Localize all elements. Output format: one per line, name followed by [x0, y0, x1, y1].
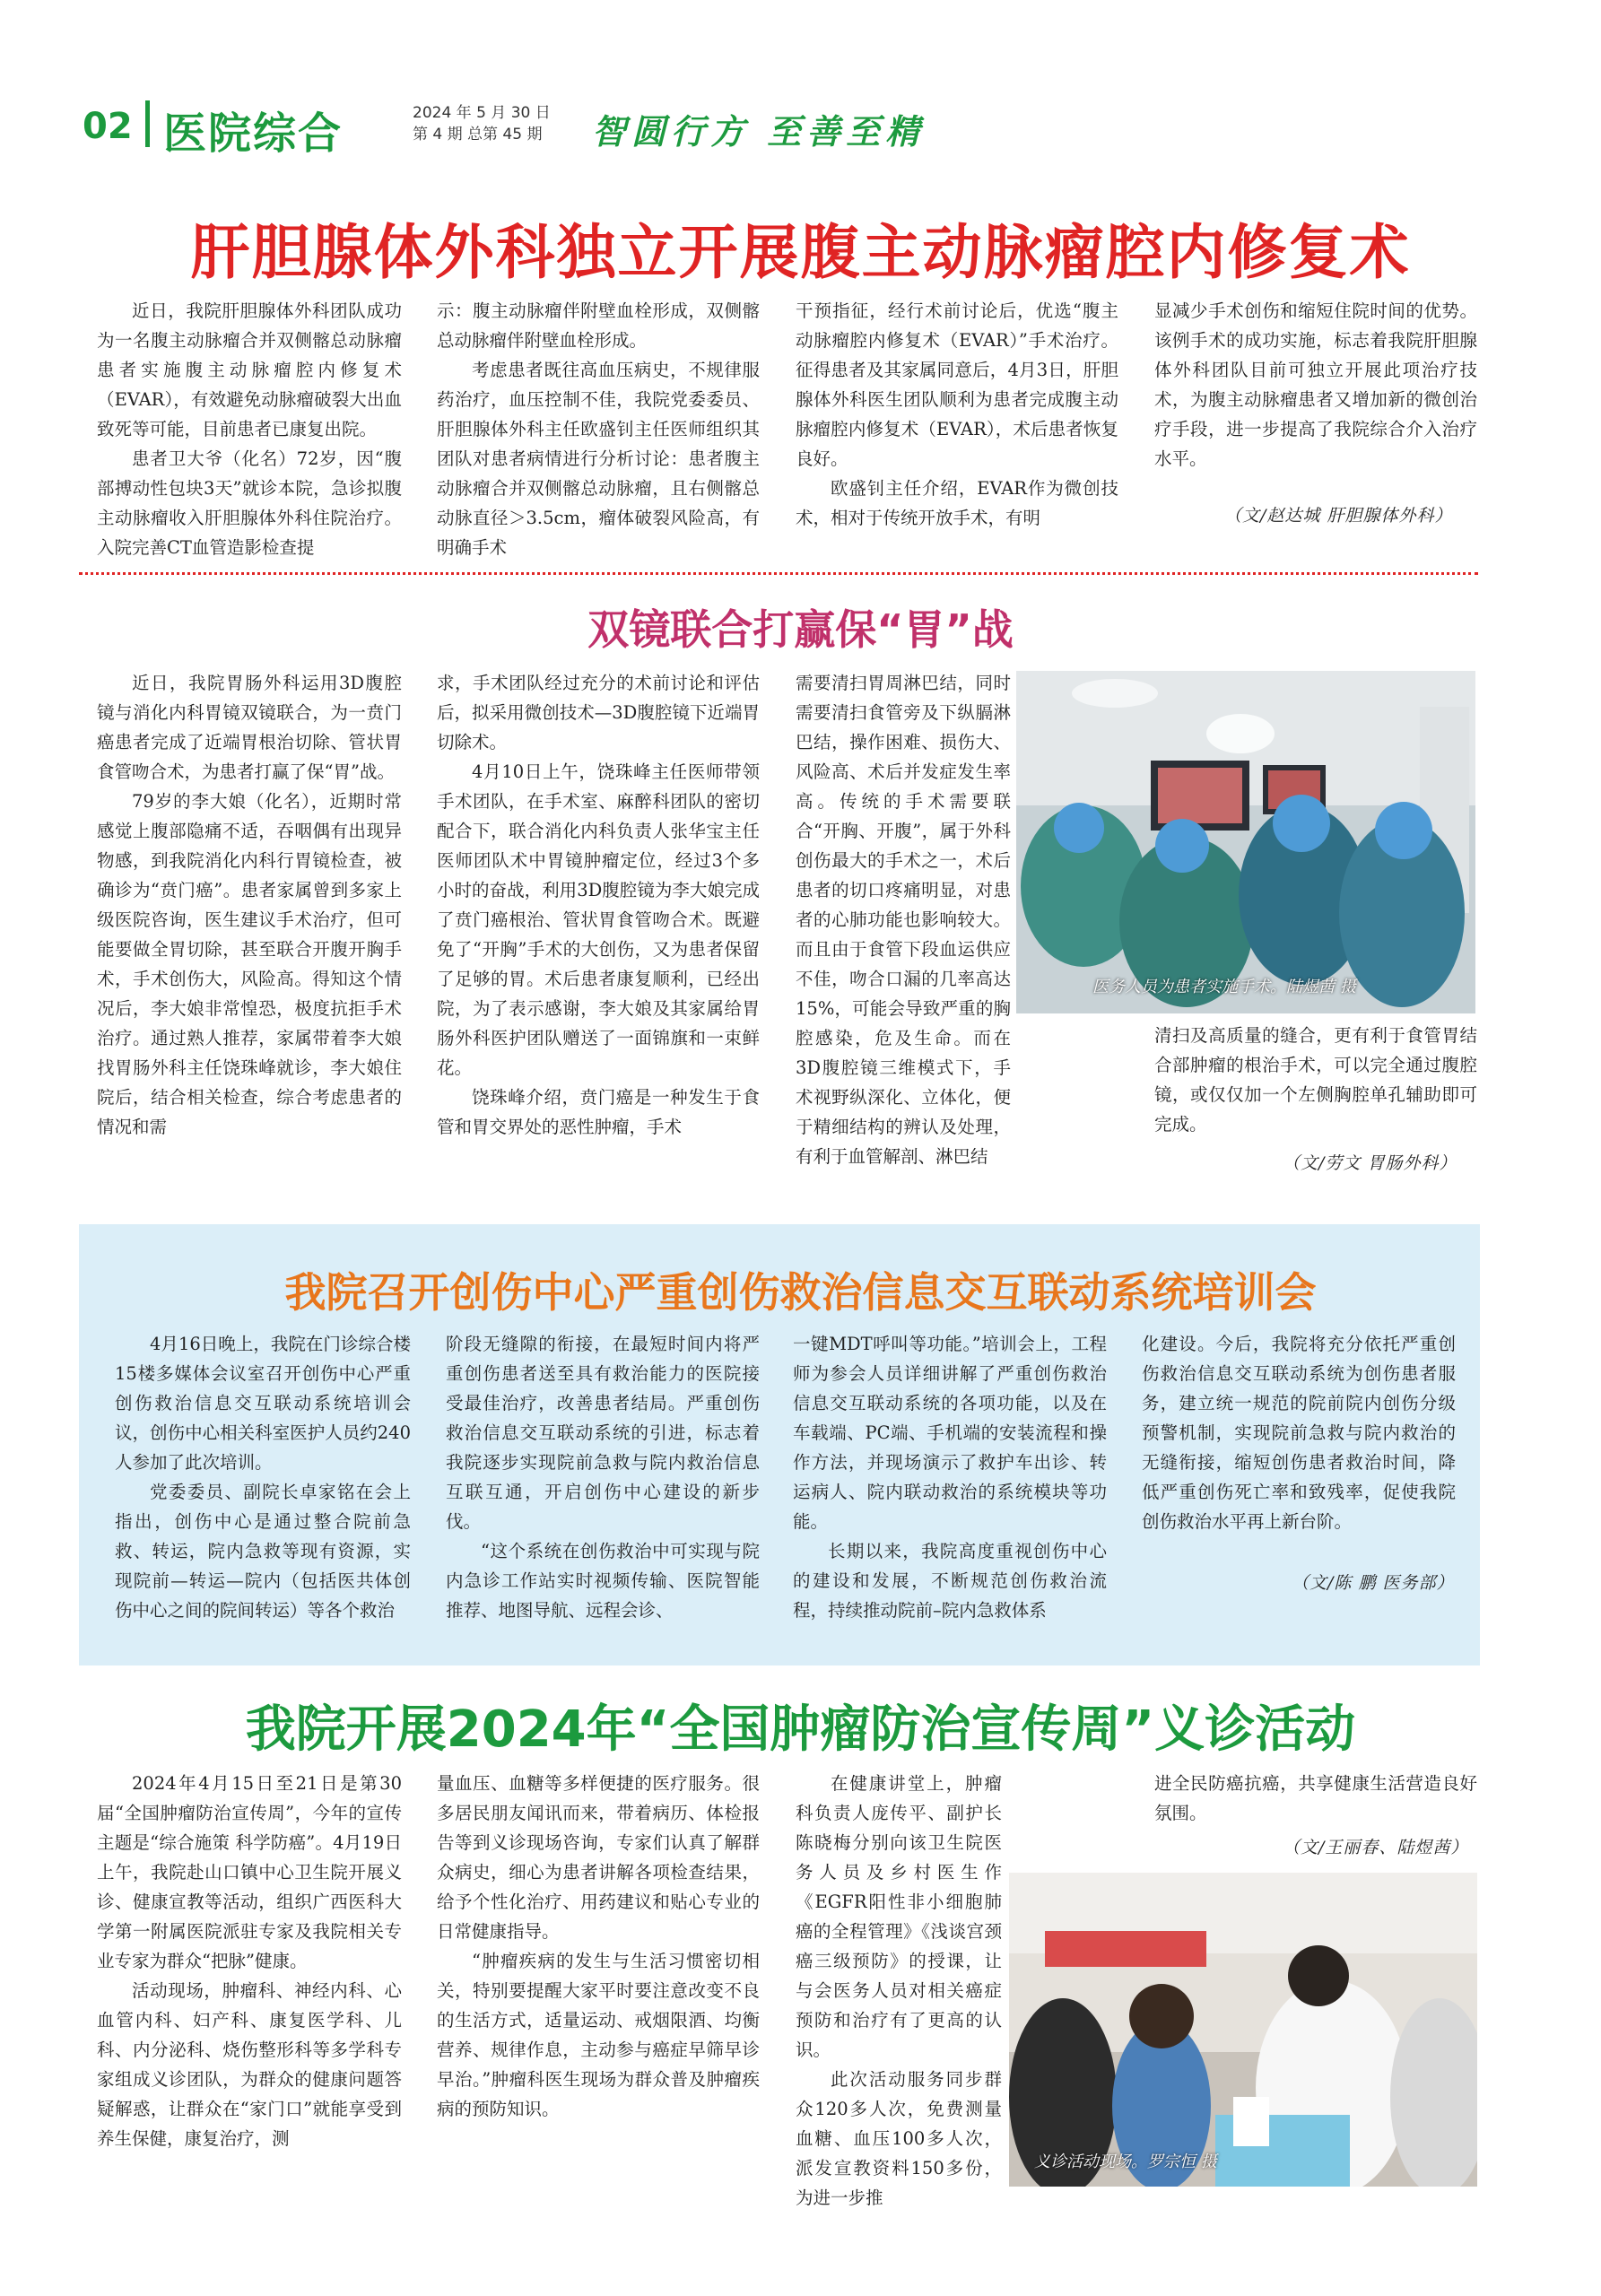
article4-col4 [1154, 1769, 1477, 1828]
article1-headline: 肝胆腺体外科独立开展腹主动脉瘤腔内修复术 [190, 218, 1411, 287]
paragraph: 4月10日上午，饶珠峰主任医师带领手术团队，在手术室、麻醉科团队的密切配合下，联合消化内科负责人张华宝主任医师团队术中胃镜肿瘤定位，经过3个多小时的奋战，利用3D腹腔镜为李大娘完成了贲门癌根治、管状胃食管吻合术。既避免了“开胸”手术的大创伤，又为患者保留了足够的胃。术后患者康复顺利，已经出院，为了表示感谢，李大娘及其家属给胃肠外科医护团队赠送了一面锦旗和一束鲜花。 [437, 761, 760, 1078]
article1-col3 [796, 296, 1118, 533]
clinic-photo [1009, 1873, 1477, 2187]
article3-byline: （文/陈 鹏 医务部） [1292, 1573, 1455, 1593]
clinic-photo-caption: 义诊活动现场。罗宗恒 摄 [1034, 2152, 1217, 2171]
paragraph: 显减少手术创伤和缩短住院时间的优势。该例手术的成功实施，标志着我院肝胆腺体外科团队目前可独立开展此项治疗技术，为腹主动脉瘤患者又增加新的微创治疗手段，进一步提高了我院综合介入治疗水平。 [1154, 300, 1477, 469]
paragraph: 2024年4月15日至21日是第30届“全国肿瘤防治宣传周”，今年的宣传主题是“综合施策 科学防癌”。4月19日上午，我院赴山口镇中心卫生院开展义诊、健康宣教等活动，组织广西医科大学第一附属医院派驻专家及我院相关专业专家为群众“把脉”健康。 [97, 1773, 402, 1971]
article3-col2 [446, 1329, 760, 1625]
paragraph: 患者卫大爷（化名）72岁，因“腹部搏动性包块3天”就诊本院，急诊拟腹主动脉瘤收入肝胆腺体外科住院治疗。入院完善CT血管造影检查提 [97, 448, 402, 558]
paragraph: 干预指征，经行术前讨论后，优选“腹主动脉瘤腔内修复术（EVAR）”手术治疗。征得患者及其家属同意后，4月3日，肝胆腺体外科医生团队顺利为患者完成腹主动脉瘤腔内修复术（EVAR），术后患者恢复良好。 [796, 300, 1118, 469]
hospital-motto: 智圆行方 至善至精 [592, 111, 926, 152]
paragraph: 长期以来，我院高度重视创伤中心的建设和发展，不断规范创伤救治流程，持续推动院前–院内急救体系 [793, 1541, 1107, 1621]
paragraph: 此次活动服务同步群众120多人次，免费测量血糖、血压100多人次，派发宣教资料150多份，为进一步推 [796, 2069, 1002, 2208]
section-title: 医院综合 [163, 109, 344, 159]
paragraph: 近日，我院胃肠外科运用3D腹腔镜与消化内科胃镜双镜联合，为一贲门癌患者完成了近端胃根治切除、管状胃食管吻合术，为患者打赢了保“胃”战。 [97, 673, 402, 782]
article2-byline: （文/劳文 胃肠外科） [1283, 1153, 1457, 1173]
surgery-photo-image [1016, 671, 1475, 1013]
article1-col4 [1154, 296, 1477, 474]
paragraph: 在健康讲堂上，肿瘤科负责人庞传平、副护长陈晓梅分别向该卫生院医务人员及乡村医生作《EGFR阳性非小细胞肺癌的全程管理》《浅谈宫颈癌三级预防》的授课，让与会医务人员对相关癌症预防和治疗有了更高的认识。 [796, 1773, 1002, 2060]
article2-col4 [1154, 1021, 1477, 1139]
article3-col4 [1142, 1329, 1456, 1536]
paragraph: 欧盛钊主任介绍，EVAR作为微创技术，相对于传统开放手术，有明 [796, 478, 1118, 528]
section-divider [79, 572, 1478, 575]
article4-byline: （文/王丽春、陆煜茜） [1283, 1838, 1469, 1857]
article2-headline: 双镜联合打赢保“胃”战 [587, 605, 1014, 654]
article2-col3 [796, 668, 1011, 1171]
paragraph: 4月16日晚上，我院在门诊综合楼15楼多媒体会议室召开创伤中心严重创伤救治信息交互联动系统培训会议，创伤中心相关科室医护人员约240人参加了此次培训。 [115, 1334, 411, 1473]
clinic-photo-image [1009, 1873, 1477, 2187]
paragraph: “肿瘤疾病的发生与生活习惯密切相关，特别要提醒大家平时要注意改变不良的生活方式，适量运动、戒烟限酒、均衡营养、规律作息，主动参与癌症早筛早诊早治。”肿瘤科医生现场为群众普及肿瘤疾病的预防知识。 [437, 1951, 760, 2119]
issue-number: 第 4 期 总第 45 期 [413, 126, 543, 144]
paragraph: 化建设。今后，我院将充分依托严重创伤救治信息交互联动系统为创伤患者服务，建立统一规范的院前院内创伤分级预警机制，实现院前急救与院内救治的无缝衔接，缩短创伤患者救治时间，降低严重创伤死亡率和致残率，促使我院创伤救治水平再上新台阶。 [1142, 1334, 1456, 1532]
surgery-photo [1016, 671, 1475, 1013]
paragraph: “这个系统在创伤救治中可实现与院内急诊工作站实时视频传输、医院智能推荐、地图导航、远程会诊、 [446, 1541, 760, 1621]
article1-col2 [437, 296, 760, 562]
article2-col2 [437, 668, 760, 1142]
article4-headline: 我院开展2024年“全国肿瘤防治宣传周”义诊活动 [245, 1700, 1356, 1759]
paragraph: 清扫及高质量的缝合，更有利于食管胃结合部肿瘤的根治手术，可以完全通过腹腔镜，或仅仅加一个左侧胸腔单孔辅助即可完成。 [1154, 1025, 1477, 1135]
article1-byline: （文/赵达城 肝胆腺体外科） [1224, 506, 1453, 526]
paragraph: 活动现场，肿瘤科、神经内科、心血管内科、妇产科、康复医学科、儿科、内分泌科、烧伤整形科等多学科专家组成义诊团队，为群众的健康问题答疑解惑，让群众在“家门口”就能享受到养生保健，康复治疗，测 [97, 1980, 402, 2149]
paragraph: 饶珠峰介绍，贲门癌是一种发生于食管和胃交界处的恶性肿瘤，手术 [437, 1087, 760, 1137]
page-number: 02 [83, 106, 133, 147]
paragraph: 进全民防癌抗癌，共享健康生活营造良好氛围。 [1154, 1773, 1477, 1823]
paragraph: 示：腹主动脉瘤伴附壁血栓形成，双侧髂总动脉瘤伴附壁血栓形成。 [437, 300, 760, 351]
paragraph: 党委委员、副院长卓家铭在会上指出，创伤中心是通过整合院前急救、转运，院内急救等现有资源，实现院前—转运—院内（包括医共体创伤中心之间的院间转运）等各个救治 [115, 1482, 411, 1621]
article2-col1 [97, 668, 402, 1142]
article3-col3 [793, 1329, 1107, 1625]
dateline [413, 102, 551, 145]
paragraph: 量血压、血糖等多样便捷的医疗服务。很多居民朋友闻讯而来，带着病历、体检报告等到义诊现场咨询，专家们认真了解群众病史，细心为患者讲解各项检查结果，给予个性化治疗、用药建议和贴心专业的日常健康指导。 [437, 1773, 760, 1942]
article3-col1 [115, 1329, 411, 1625]
paragraph: 79岁的李大娘（化名），近期时常感觉上腹部隐痛不适，吞咽偶有出现异物感，到我院消化内科行胃镜检查，被确诊为“贲门癌”。患者家属曾到多家上级医院咨询，医生建议手术治疗，但可能要做全胃切除，甚至联合开腹开胸手术，手术创伤大，风险高。得知这个情况后，李大娘非常惶恐，极度抗拒手术治疗。通过熟人推荐，家属带着李大娘找胃肠外科主任饶珠峰就诊，李大娘住院后，结合相关检查，综合考虑患者的情况和需 [97, 791, 402, 1137]
article3-headline: 我院召开创伤中心严重创伤救治信息交互联动系统培训会 [284, 1268, 1317, 1317]
article4-col2 [437, 1769, 760, 2124]
issue-date: 2024 年 5 月 30 日 [413, 104, 551, 122]
paragraph: 需要清扫胃周淋巴结，同时需要清扫食管旁及下纵膈淋巴结，操作困难、损伤大、风险高、术后并发症发生率高。传统的手术需要联合“开胸、开腹”，属于外科创伤最大的手术之一，术后患者的切口疼痛明显，对患者的心肺功能也影响较大。而且由于食管下段血运供应不佳，吻合口漏的几率高达15%，可能会导致严重的胸腔感染，危及生命。而在3D腹腔镜三维模式下，手术视野纵深化、立体化，便于精细结构的辨认及处理，有利于血管解剖、淋巴结 [796, 673, 1011, 1167]
paragraph: 考虑患者既往高血压病史，不规律服药治疗，血压控制不佳，我院党委委员、肝胆腺体外科主任欧盛钊主任医师组织其团队对患者病情进行分析讨论：患者腹主动脉瘤合并双侧髂总动脉瘤，且右侧髂总动脉直径＞3.5cm，瘤体破裂风险高，有明确手术 [437, 360, 760, 558]
paragraph: 一键MDT呼叫等功能。”培训会上，工程师为参会人员详细讲解了严重创伤救治信息交互联动系统的各项功能，以及在车载端、PC端、手机端的安装流程和操作方法，并现场演示了救护车出诊、转运病人、院内联动救治的系统模块等功能。 [793, 1334, 1107, 1532]
masthead-divider [145, 100, 150, 147]
article4-col1 [97, 1769, 402, 2153]
paragraph: 求，手术团队经过充分的术前讨论和评估后，拟采用微创技术—3D腹腔镜下近端胃切除术。 [437, 673, 760, 752]
paragraph: 阶段无缝隙的衔接，在最短时间内将严重创伤患者送至具有救治能力的医院接受最佳治疗，改善患者结局。严重创伤救治信息交互联动系统的引进，标志着我院逐步实现院前急救与院内救治信息互联互通，开启创伤中心建设的新步伐。 [446, 1334, 760, 1532]
article4-col3 [796, 1769, 1002, 2213]
surgery-photo-caption: 医务人员为患者实施手术。陆煜茜 摄 [1092, 978, 1356, 996]
paragraph: 近日，我院肝胆腺体外科团队成功为一名腹主动脉瘤合并双侧髂总动脉瘤患者实施腹主动脉瘤腔内修复术（EVAR），有效避免动脉瘤破裂大出血致死等可能，目前患者已康复出院。 [97, 300, 402, 439]
article1-col1 [97, 296, 402, 562]
